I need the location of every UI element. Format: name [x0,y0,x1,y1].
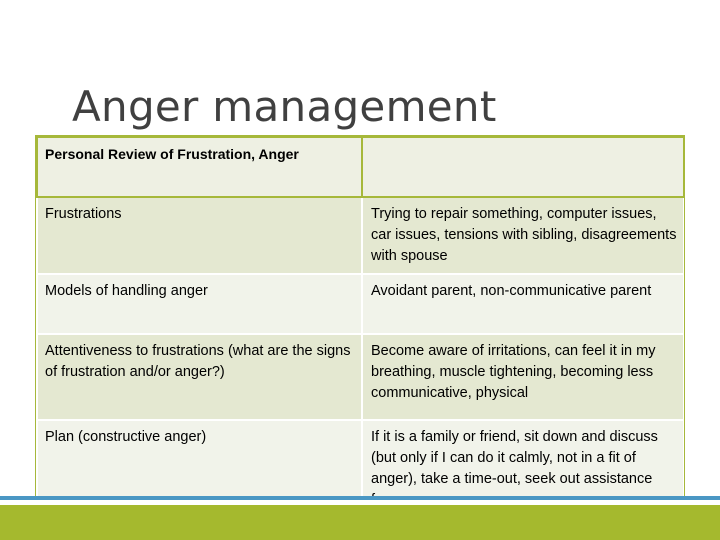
row-label: Plan (constructive anger) [37,420,362,502]
table-row [37,420,684,502]
table-row [37,274,684,334]
footer-bar [0,505,720,540]
row-value: Trying to repair something, computer issues, car issues, tensions with sibling, disagreements with spouse [362,197,684,274]
row-label: Models of handling anger [37,274,362,334]
row-label: Frustrations [37,197,362,274]
row-value: If it is a family or friend, sit down and discuss (but only if I can do it calmly, not in a fit of anger), take a time-out, seek out assistance [362,420,684,502]
table-header-cell: Personal Review of Frustration, Anger [37,137,362,197]
table-row [37,197,684,274]
table-header-cell-empty [362,137,684,197]
slide-title: Anger management [72,82,497,131]
row-value: Become aware of irritations, can feel it in my breathing, muscle tightening, becoming less communicative, physical [362,334,684,420]
row-label: Attentiveness to frustrations (what are the signs of frustration and/or anger?) [37,334,362,420]
review-table [36,136,685,502]
row-value: Avoidant parent, non-communicative parent [362,274,684,334]
table-row [37,334,684,420]
table-header-row [37,137,684,197]
